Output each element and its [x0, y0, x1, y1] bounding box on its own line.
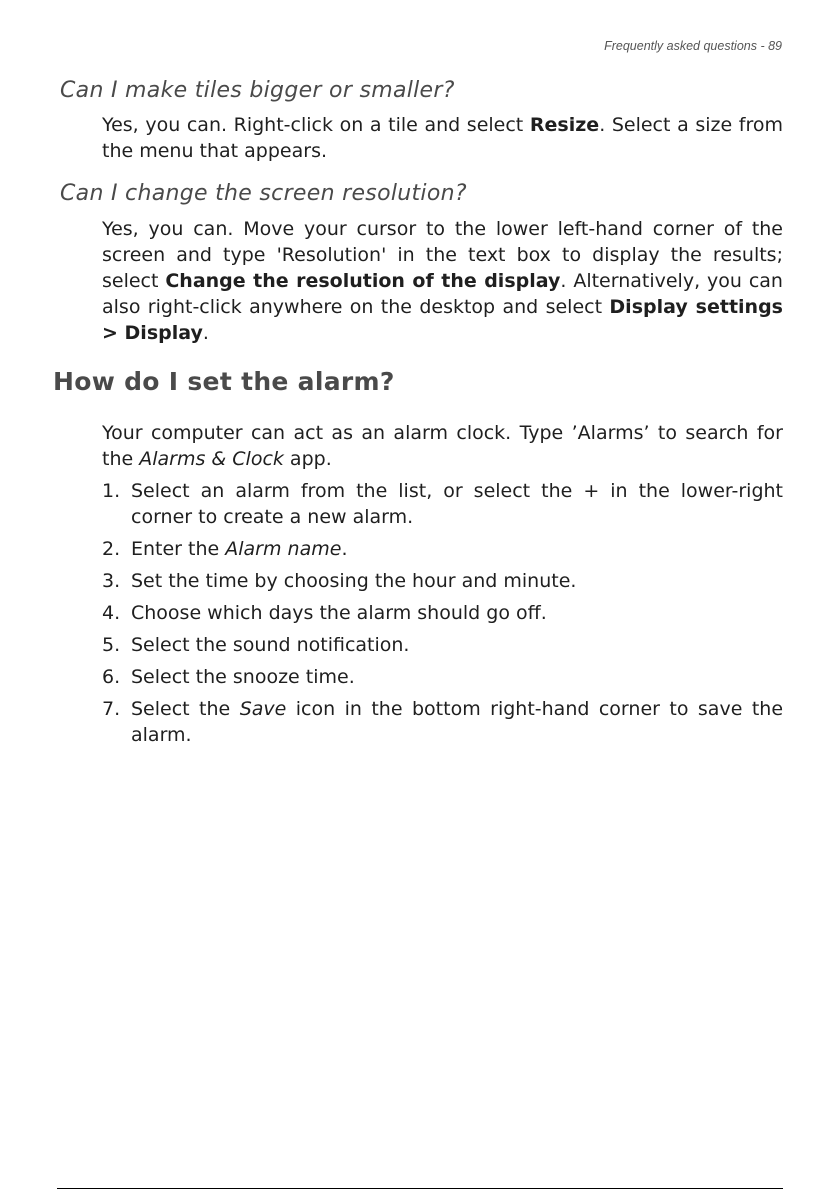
step-text — [131, 632, 783, 658]
step-text-pre: Select an alarm from the list, or select the + in the lower-right corner to create a new alarm. — [131, 480, 783, 528]
alarm-step — [102, 478, 783, 530]
step-number: 2. — [102, 538, 121, 560]
step-text — [131, 696, 783, 748]
alarm-step — [102, 568, 783, 594]
step-text-pre: Select the snooze time. — [131, 666, 355, 688]
step-text — [131, 536, 783, 562]
answer-text: Yes, you can. Right-click on a tile and select — [102, 114, 530, 136]
faq-answer-tiles — [102, 112, 783, 164]
step-text-pre: Enter the — [131, 538, 226, 560]
answer-bold-change-resolution: Change the resolution of the display — [165, 270, 561, 292]
step-text — [131, 664, 783, 690]
step-text-emphasis: Save — [239, 698, 287, 720]
alarm-step — [102, 600, 783, 626]
footer-rule — [57, 1188, 783, 1189]
answer-bold-resize: Resize — [529, 114, 600, 136]
step-text — [131, 568, 783, 594]
step-text — [131, 600, 783, 626]
step-number: 6. — [102, 666, 121, 688]
alarm-step — [102, 632, 783, 658]
step-number: 4. — [102, 602, 121, 624]
answer-text: Yes, you can. Move your cursor to the lower left-hand corner of the screen and type 'Resolution' in the text box to display the results; select — [102, 218, 783, 292]
answer-text: . — [202, 322, 209, 344]
answer-text: . Alternatively, you can also right-click anywhere on the desktop and select — [102, 270, 783, 318]
step-text-post: icon in the bottom right-hand corner to save the alarm. — [131, 698, 784, 746]
section-title-alarm: How do I set the alarm? — [53, 367, 395, 396]
step-number: 1. — [102, 480, 121, 502]
step-number: 3. — [102, 570, 121, 592]
alarm-step — [102, 536, 783, 562]
answer-bold-display-settings: Display settings > Display — [102, 296, 783, 344]
page-header: Frequently asked questions - 89 — [604, 39, 782, 53]
alarm-step — [102, 696, 783, 748]
faq-question-resolution: Can I change the screen resolution? — [60, 181, 467, 206]
step-text-pre: Choose which days the alarm should go off. — [131, 602, 547, 624]
step-text-pre: Select the sound notification. — [131, 634, 410, 656]
answer-text: . Select a size from the menu that appears. — [102, 114, 784, 162]
intro-text: Your computer can act as an alarm clock. Type ’Alarms’ to search for the — [102, 422, 783, 470]
step-text-emphasis: Alarm name — [225, 538, 342, 560]
step-number: 5. — [102, 634, 121, 656]
step-text-post: . — [341, 538, 348, 560]
faq-answer-resolution — [102, 216, 783, 346]
step-text-pre: Set the time by choosing the hour and minute. — [131, 570, 577, 592]
step-text-pre: Select the — [131, 698, 240, 720]
alarm-intro — [102, 420, 783, 472]
alarm-steps-list — [102, 478, 783, 754]
step-number: 7. — [102, 698, 121, 720]
alarm-step — [102, 664, 783, 690]
intro-app-name: Alarms & Clock — [139, 448, 284, 470]
intro-text: app. — [283, 448, 332, 470]
faq-question-tiles: Can I make tiles bigger or smaller? — [60, 78, 455, 103]
step-text — [131, 478, 783, 530]
